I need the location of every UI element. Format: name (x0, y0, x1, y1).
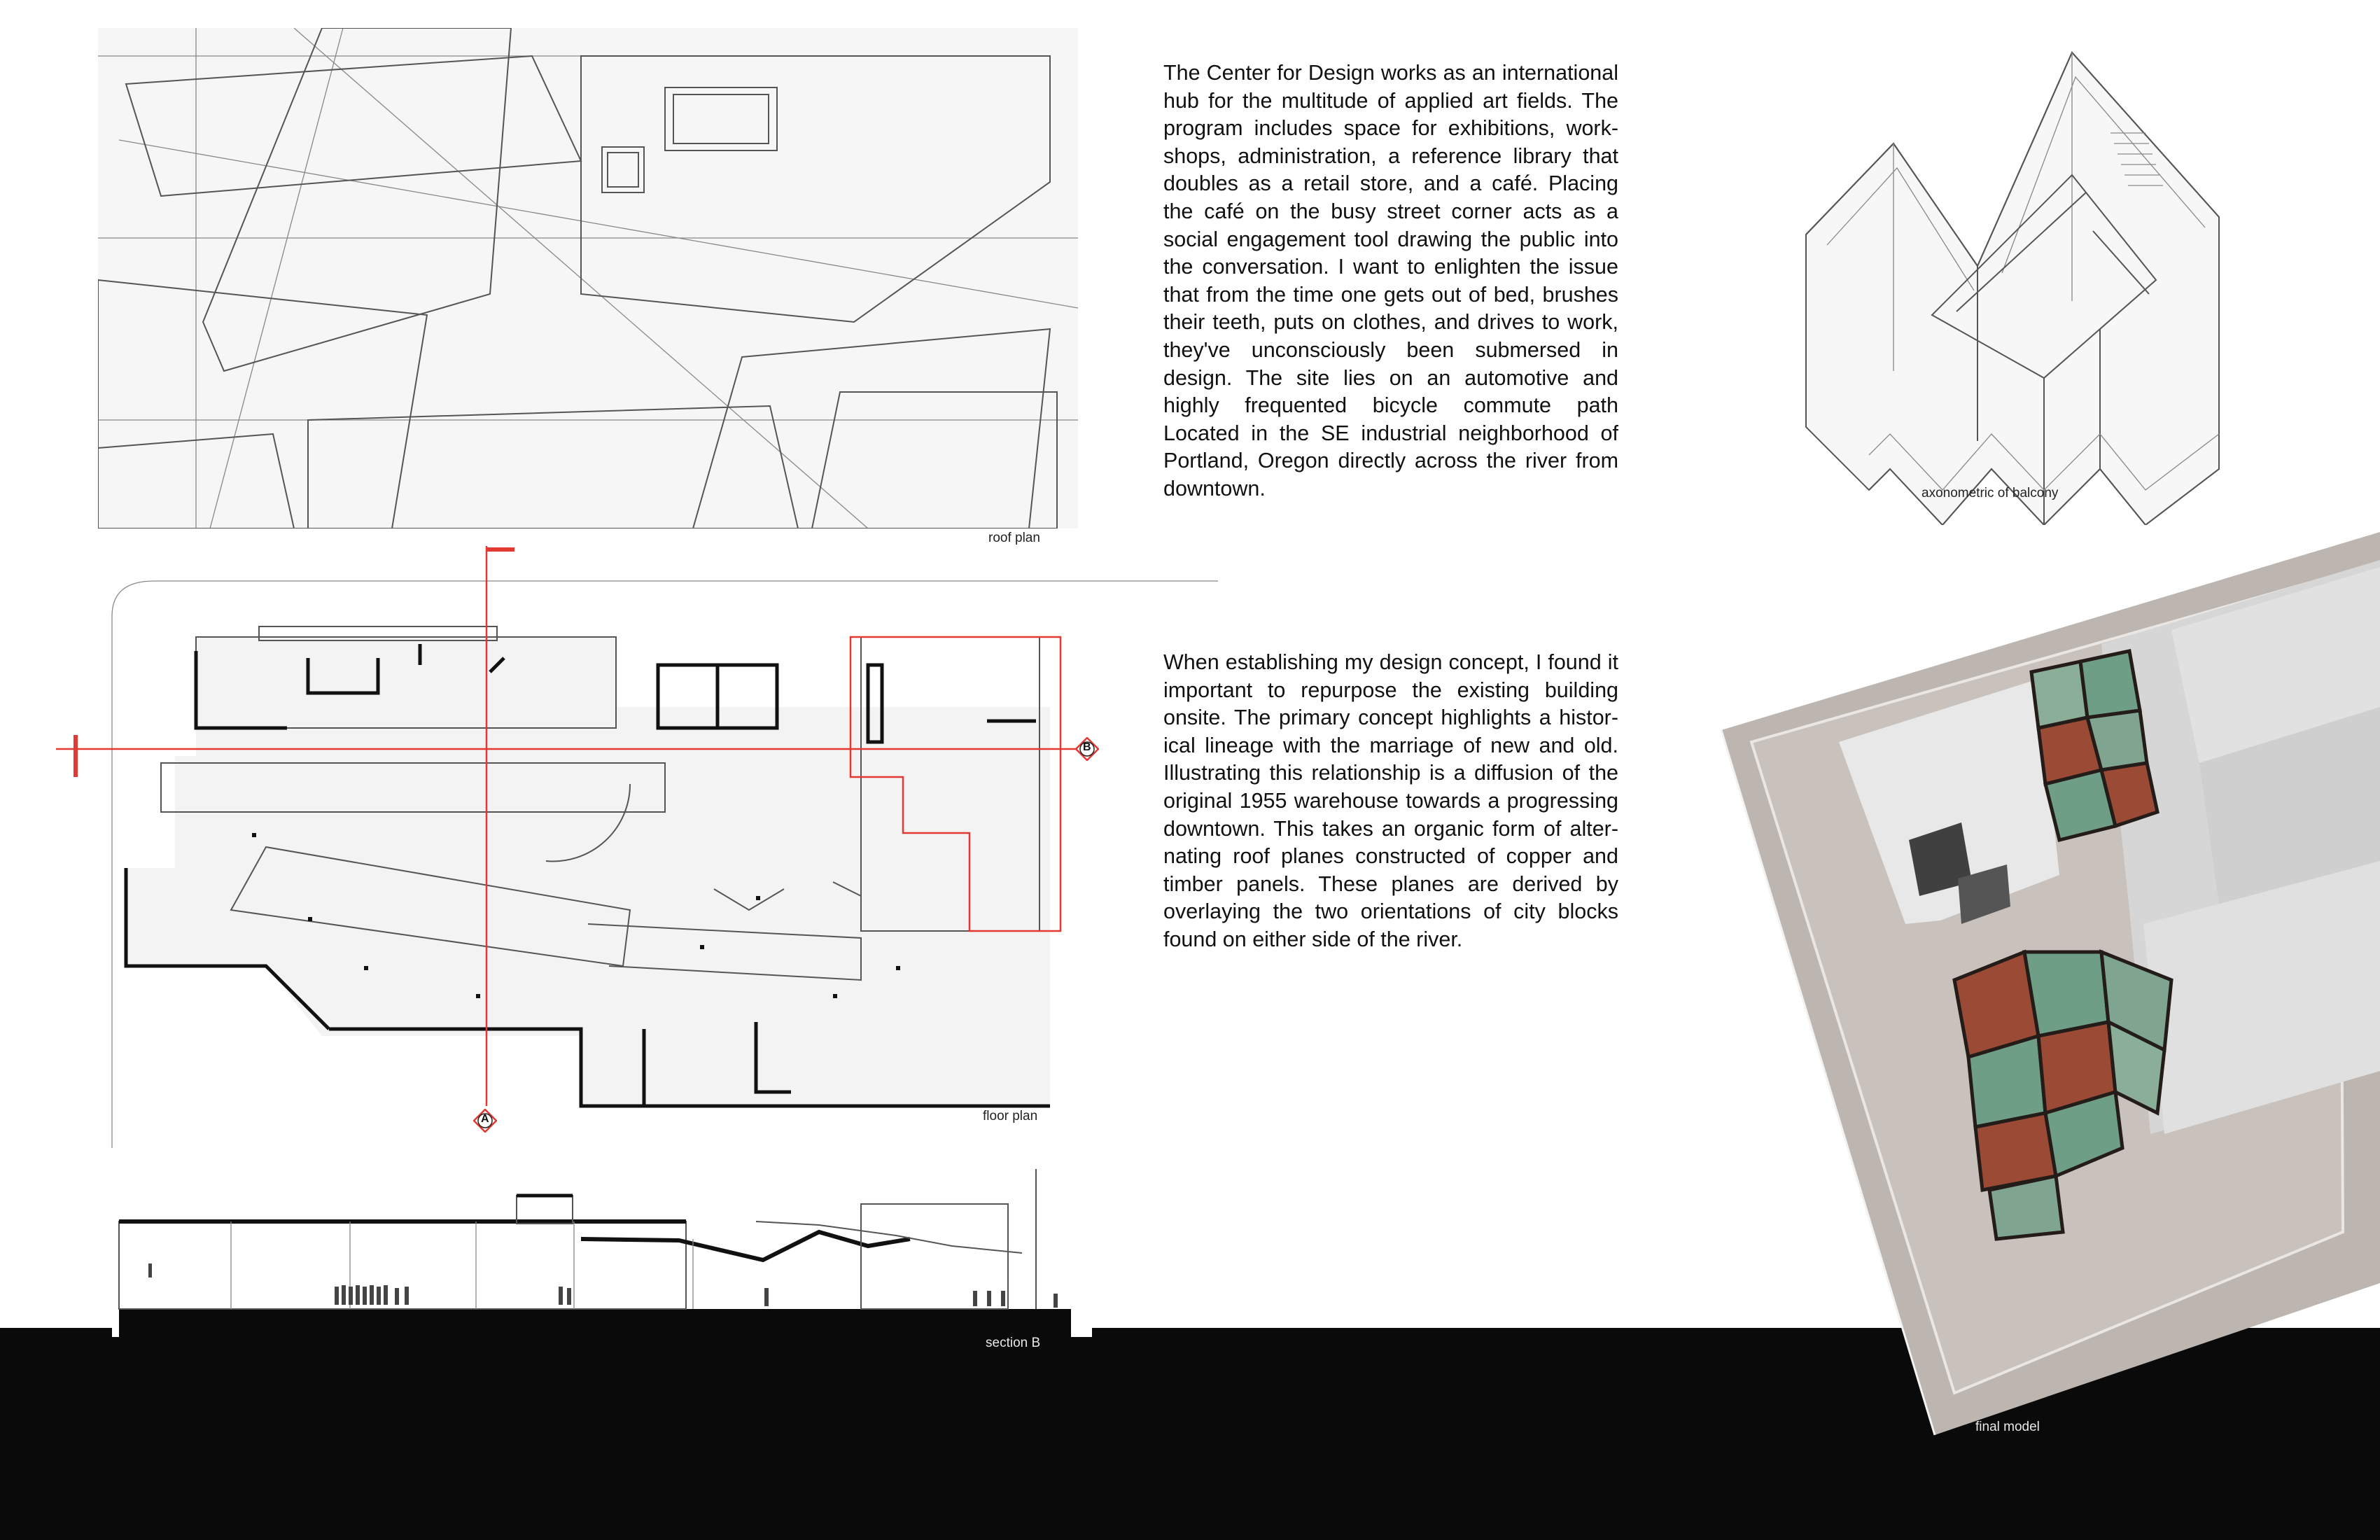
axonometric-drawing (1792, 49, 2247, 525)
section-b-caption: section B (986, 1336, 1041, 1350)
floor-plan-caption: floor plan (983, 1109, 1038, 1124)
floor-plan-drawing (56, 546, 1218, 1148)
intro-paragraph-text: The Center for Design works as an international hub for the multitude of applied art fields. The program includes space for exhibitions, work-shops, administration, a reference library that doubles as a retail store, and a café. Placing the café on the busy street corner acts as a social engagement tool drawing the public into the conversation. I want to enlighten the issue that from the time one gets out of bed, brushes their teeth, puts on clothes, and drives to work, they've unconsciously been submersed in design. The site lies on an automotive and highly frequented bicycle commute path Located in the SE industrial neighborhood of Portland, Oregon directly across the river from downtown. (1163, 61, 1618, 500)
concept-paragraph (1163, 649, 1618, 954)
axonometric-caption: axonometric of balcony (1921, 486, 2059, 500)
roof-plan-caption: roof plan (988, 531, 1040, 545)
final-model-caption: final model (1975, 1420, 2040, 1434)
final-model-photo (1709, 532, 2380, 1442)
section-b-drawing (112, 1169, 1092, 1337)
intro-paragraph (1163, 59, 1618, 503)
roof-plan-drawing (98, 28, 1078, 528)
section-a-label: A (481, 1113, 489, 1125)
section-b-label: B (1083, 741, 1091, 753)
concept-paragraph-text: When establishing my design concept, I found it important to repurpose the existing building onsite. The primary concept highlights a histor-ical lineage with the marriage of new and old. Illustrating this relationship is a diffusion of the original 1955 warehouse towards a progressing downtown. This takes an organic form of alter-nating roof planes constructed of copper and timber panels. These planes are derived by overlaying the two orientations of city blocks found on either side of the river. (1163, 650, 1618, 951)
